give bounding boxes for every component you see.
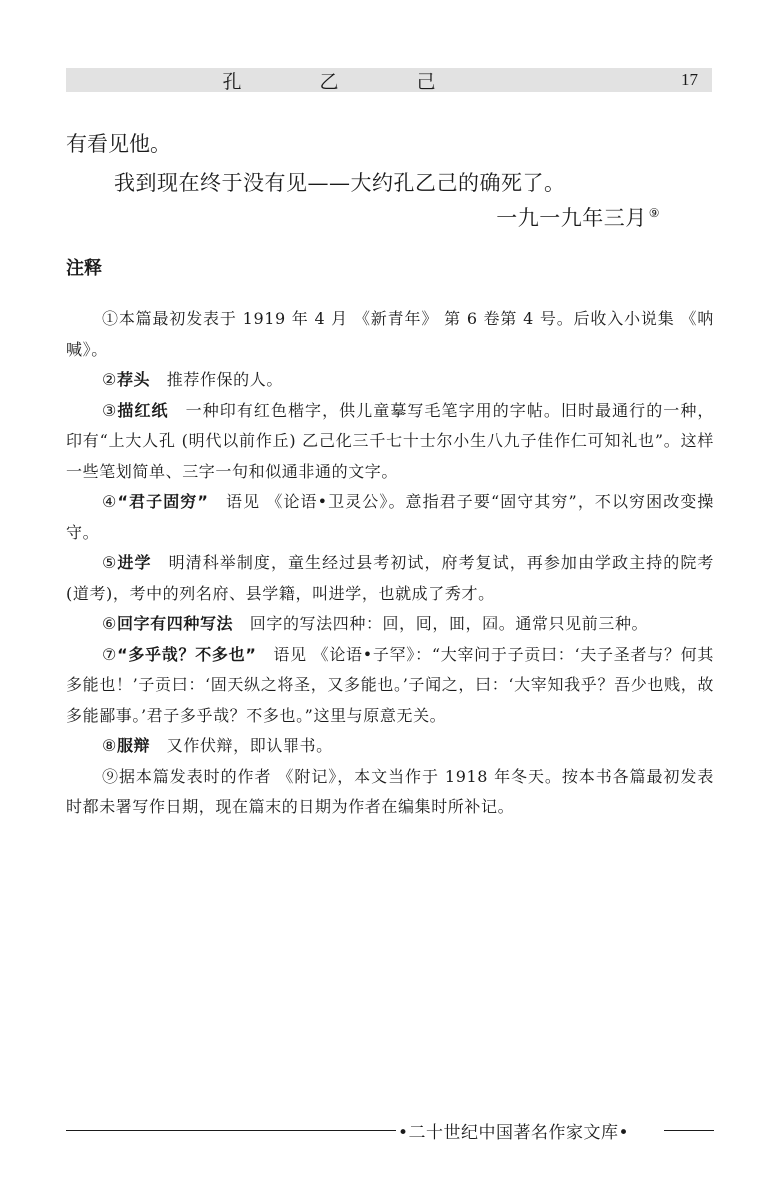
note-term: 荐头 (116, 370, 151, 389)
date-signature (496, 202, 660, 232)
note-item (66, 487, 714, 548)
note-number: ⑨ (102, 766, 119, 786)
note-number: ③ (102, 400, 118, 420)
note-term: 描红纸 (117, 400, 169, 420)
note-text: 本篇最初发表于 1919 年 4 月 《新青年》 第 6 卷第 4 号。后收入小说集 《呐喊》。 (66, 309, 714, 359)
note-term: 回字有四种写法 (116, 614, 234, 633)
note-text: 回字的写法四种：回，囘，囬，𡇈。通常只见前三种。 (233, 614, 649, 633)
note-item (66, 548, 714, 609)
note-text: 明清科举制度，童生经过县考初试，府考复试，再参加由学政主持的院考 (道考)，考中的列名府、县学籍，叫进学，也就成了秀才。 (66, 553, 714, 603)
note-number: ⑧ (102, 736, 117, 755)
note-text: 语见 《论语•卫灵公》。意指君子要“固守其穷”，不以穷困改变操守。 (66, 492, 714, 542)
notes-list (66, 304, 714, 823)
note-text: 又作伏辩，即认罪书。 (150, 736, 333, 755)
note-number: ② (102, 370, 117, 389)
note-item (66, 396, 714, 488)
header-title-char: 己 (416, 70, 436, 93)
header-title-char: 孔 (222, 70, 242, 93)
note-number: ⑥ (102, 614, 117, 633)
body-paragraph-end: 有看见他。 (66, 132, 171, 156)
note-number: ⑦ (102, 644, 118, 664)
footer-rule-right (664, 1130, 714, 1131)
note-number: ① (102, 309, 119, 328)
note-text: 推荐作保的人。 (150, 370, 283, 389)
note-item (66, 304, 714, 365)
note-term: “多乎哉？不多也” (117, 644, 257, 664)
note-term: 服辩 (116, 736, 151, 755)
footer-rule-left (66, 1130, 396, 1131)
note-text: 据本篇发表时的作者 《附记》，本文当作于 1918 年冬天。按本书各篇最初发表时都未署写作日期，现在篇末的日期为作者在编集时所补记。 (66, 766, 714, 816)
note-item (66, 609, 714, 640)
note-item (66, 731, 714, 762)
header-title (66, 68, 712, 92)
note-text: 一种印有红色楷字，供儿童摹写毛笔字用的字帖。旧时最通行的一种，印有“上大人孔 (明代以前作丘) 乙己化三千七十士尔小生八九子佳作仁可知礼也”。这样一些笔划简单、三字一句和似通非通的文字。 (66, 400, 714, 481)
note-item (66, 365, 714, 396)
notes-heading: 注释 (66, 258, 102, 279)
header-title-char: 乙 (319, 70, 339, 93)
note-number: ④ (102, 492, 118, 511)
page-number: 17 (681, 70, 698, 89)
note-text: 语见 《论语•子罕》：“大宰问于子贡曰：‘夫子圣者与？何其多能也！’子贡曰：‘固天纵之将圣，又多能也。’子闻之，曰：‘大宰知我乎？吾少也贱，故多能鄙事。’君子多乎哉？不多也。”这里与原意无关。 (66, 644, 714, 725)
date-text: 一九一九年三月 (496, 206, 647, 230)
running-header (66, 68, 712, 92)
body-closing-sentence: 我到现在终于没有见——大约孔乙己的确死了。 (114, 171, 566, 195)
footer-series-title: •二十世纪中国著名作家文库• (398, 1123, 630, 1143)
note-item (66, 640, 714, 732)
note-term: 进学 (117, 553, 152, 572)
note-number: ⑤ (102, 553, 118, 572)
footnote-marker: ⑨ (648, 206, 660, 220)
note-item (66, 762, 714, 823)
note-term: “君子固穷” (117, 492, 209, 511)
